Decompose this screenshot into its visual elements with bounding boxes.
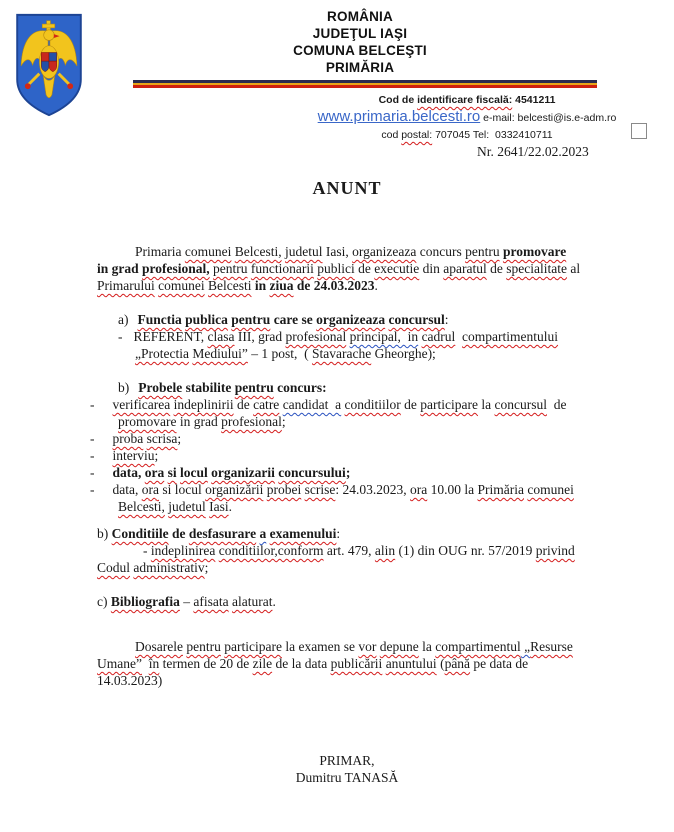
bibliography-line <box>97 593 674 610</box>
text-run: de <box>486 261 507 276</box>
text-run: organizarii <box>211 465 275 480</box>
text-run: specialitate <box>506 261 567 276</box>
text-run: termen de 20 de <box>159 656 253 671</box>
text-run: Dumitru TANASĂ <box>295 770 399 785</box>
text-run <box>142 656 149 671</box>
text-run: PRIMAR, <box>319 753 375 768</box>
text-run: Primarului <box>97 278 155 293</box>
text-run: Probele <box>138 380 183 395</box>
text-run: organizeaza <box>352 244 417 259</box>
text-run: ; <box>154 448 159 463</box>
postal-line <box>160 128 674 143</box>
text-run: stabilite <box>182 380 235 395</box>
bullet-data-detail-2 <box>118 498 674 515</box>
text-run: ; <box>204 560 209 575</box>
text-run: indeplinirea <box>150 543 216 558</box>
conditions-heading <box>97 525 674 542</box>
item-b-heading <box>118 379 674 396</box>
text-run: Belcesti, <box>118 499 165 514</box>
intro-line-1 <box>135 243 674 260</box>
text-run: 14.03.2023) <box>97 673 163 688</box>
text-run: ANUNT <box>312 178 382 198</box>
text-run: catre <box>253 397 280 412</box>
text-run: profesional <box>285 329 347 344</box>
text-run: a <box>259 526 267 541</box>
text-run: concursul <box>388 312 445 327</box>
text-run: Bibliografia <box>110 594 180 609</box>
text-run: . <box>228 499 232 514</box>
text-run: Resurse <box>530 639 573 654</box>
text-run: ziua <box>269 278 294 293</box>
document-body <box>0 143 674 786</box>
tricolor-divider <box>133 80 597 88</box>
text-run: scrise <box>304 482 336 497</box>
conditions-detail-1 <box>143 542 674 559</box>
text-run: „ <box>520 639 531 654</box>
text-run: interviu <box>112 448 155 463</box>
text-run: - <box>90 431 95 446</box>
text-run: Iasi <box>209 499 229 514</box>
text-run: verificarea <box>112 397 171 412</box>
email-text: e-mail: belcesti@is.e-adm.ro <box>480 112 617 125</box>
text-run: aparatul <box>443 261 487 276</box>
text-run: – <box>179 594 194 609</box>
text-run: data, <box>112 482 142 497</box>
text-run: identificare fiscală: <box>417 94 513 107</box>
text-run: comunei <box>527 482 574 497</box>
signature-name <box>40 769 654 786</box>
text-run: din <box>419 261 444 276</box>
text-run: ( <box>436 656 445 671</box>
text-run: pentru <box>231 312 271 327</box>
bullet-verificare-1 <box>90 396 674 413</box>
text-run: profesional, <box>142 261 210 276</box>
text-run: b) <box>118 380 130 395</box>
text-run: candidat a <box>282 397 342 412</box>
text-run: postal: <box>401 129 433 142</box>
org-line-commune: COMUNA BELCEŞTI <box>293 43 427 58</box>
text-run: c) <box>97 594 111 609</box>
closing-line-3 <box>97 672 674 689</box>
doc-number <box>477 143 674 160</box>
signature-title <box>40 752 654 769</box>
text-run: ora <box>410 482 428 497</box>
text-run: la <box>478 397 495 412</box>
text-run: conditiilor <box>344 397 401 412</box>
text-run: Conditiile <box>111 526 169 541</box>
text-run: : <box>444 312 449 327</box>
closing-line-2 <box>97 655 674 672</box>
text-run: afisata <box>193 594 229 609</box>
text-run: judetul <box>168 499 206 514</box>
text-run: - <box>90 397 95 412</box>
text-run: al <box>566 261 581 276</box>
text-run: de <box>168 526 189 541</box>
text-run: ora <box>144 465 165 480</box>
text-run: concurs <box>416 244 466 259</box>
text-run: de <box>233 397 254 412</box>
text-run: compartimentul <box>435 639 521 654</box>
text-run: 10.00 la <box>427 482 478 497</box>
text-run: depune <box>379 639 419 654</box>
text-run: în <box>148 656 160 671</box>
text-run: anuntului <box>385 656 437 671</box>
text-run: Nr. 2641/22.02.2023 <box>477 144 589 159</box>
letterhead <box>120 8 617 143</box>
text-run: de la data <box>272 656 331 671</box>
text-run: III, grad <box>234 329 286 344</box>
text-run: - <box>143 543 151 558</box>
text-run: comunei <box>158 278 205 293</box>
text-run: Iasi, <box>322 244 353 259</box>
text-run: pentru <box>186 639 221 654</box>
text-run: ora <box>141 482 159 497</box>
text-run: si locul <box>159 482 206 497</box>
text-run: promovare <box>118 414 177 429</box>
text-run: comunei <box>184 244 232 259</box>
bullet-data-bold <box>90 464 674 481</box>
text-run: art. 479, <box>323 543 375 558</box>
text-run: proba <box>112 431 144 446</box>
text-run: principal, in <box>349 329 419 344</box>
text-run: cadrul <box>421 329 456 344</box>
text-run: cod <box>381 129 402 142</box>
text-run: locul <box>180 465 208 480</box>
empty-checkbox[interactable] <box>631 123 647 139</box>
text-run: concurs: <box>273 380 327 395</box>
text-run: . <box>374 278 378 293</box>
text-run: pentru <box>465 244 500 259</box>
text-run: până <box>444 656 471 671</box>
text-run: concursului <box>278 465 346 480</box>
text-run: zile <box>252 656 273 671</box>
text-run: Codul <box>97 560 131 575</box>
text-run: 707045 Tel: 0332410711 <box>432 129 553 142</box>
text-run: Belcesti <box>208 278 252 293</box>
text-run: organizării <box>205 482 264 497</box>
text-run: in <box>254 278 270 293</box>
announcement-title <box>40 177 654 199</box>
text-run: publici <box>317 261 355 276</box>
bullet-interviu <box>90 447 674 464</box>
text-run: data, <box>112 465 145 480</box>
intro-line-3 <box>97 277 674 294</box>
intro-line-2 <box>97 260 674 277</box>
bullet-data-detail-1 <box>90 481 674 498</box>
text-run: alaturat <box>232 594 273 609</box>
text-run: pentru <box>213 261 248 276</box>
text-run: functionarii <box>250 261 314 276</box>
text-run: Functia <box>137 312 182 327</box>
text-run: publicării <box>330 656 383 671</box>
text-run: 4541211 <box>512 94 556 107</box>
text-run: si <box>167 465 177 480</box>
text-run: profesional <box>221 414 282 429</box>
text-run: a) <box>118 312 129 327</box>
website-link[interactable]: www.primaria.belcesti.ro <box>317 108 481 126</box>
flag-stripe-red <box>133 85 597 88</box>
text-run: privind <box>535 543 575 558</box>
contact-block <box>120 93 617 143</box>
fiscal-code-line <box>160 93 674 108</box>
text-run: de 24.03.2023 <box>293 278 375 293</box>
item-a-heading <box>118 311 674 328</box>
text-run: probei <box>266 482 302 497</box>
text-run: desfasurare <box>188 526 257 541</box>
text-run: publica <box>185 312 228 327</box>
text-run: promovare <box>502 244 567 259</box>
text-run: Dosarele <box>135 639 183 654</box>
org-line-institution: PRIMĂRIA <box>325 60 395 75</box>
website-line <box>160 109 674 127</box>
text-run: scrisa <box>146 431 178 446</box>
text-run: (1) din OUG nr. 57/2019 <box>395 543 536 558</box>
text-run: pe data de <box>470 656 529 671</box>
coat-of-arms-logo <box>14 12 84 118</box>
text-run: examenului <box>269 526 337 541</box>
text-run: compartimentului <box>462 329 559 344</box>
text-run: concursul <box>494 397 547 412</box>
text-run: administrativ <box>133 560 205 575</box>
org-line-county: JUDEŢUL IAŞI <box>312 26 408 41</box>
text-run: Cod de <box>378 94 418 107</box>
text-run: - <box>118 329 123 344</box>
org-line-country: ROMÂNIA <box>327 9 393 24</box>
text-run: in grad <box>97 261 143 276</box>
text-run: - <box>90 465 95 480</box>
bullet-verificare-2 <box>118 413 674 430</box>
text-run: organizeaza <box>316 312 386 327</box>
text-run: conditiilor,conform <box>218 543 324 558</box>
closing-line-1 <box>135 638 674 655</box>
text-run: pentru <box>234 380 274 395</box>
text-run: de <box>547 397 567 412</box>
text-run: judetul <box>285 244 323 259</box>
text-run: executie <box>374 261 420 276</box>
text-run: alin <box>374 543 396 558</box>
text-run: - <box>90 482 95 497</box>
text-run: : 24.03.2023, <box>335 482 410 497</box>
referent-line-1 <box>118 328 674 345</box>
referent-line-2 <box>135 345 674 362</box>
text-run: Stavarache <box>311 346 372 361</box>
text-run: care se <box>270 312 317 327</box>
text-run: „Protectia <box>135 346 189 361</box>
text-run: - <box>90 448 95 463</box>
text-run: ; <box>345 465 351 480</box>
text-run: : <box>336 526 341 541</box>
conditions-detail-2 <box>97 559 674 576</box>
text-run: . <box>272 594 276 609</box>
text-run: participare <box>224 639 282 654</box>
text-run: in grad <box>176 414 222 429</box>
text-run: participare <box>420 397 479 412</box>
text-run: Gheorghe); <box>371 346 436 361</box>
text-run: b) <box>97 526 112 541</box>
text-run: Primăria <box>477 482 524 497</box>
text-run: indeplinirii <box>173 397 234 412</box>
text-run: la examen se <box>281 639 359 654</box>
text-run: Mediului” <box>192 346 248 361</box>
text-run: ; <box>281 414 286 429</box>
text-run: clasa <box>207 329 235 344</box>
text-run: Umane” <box>97 656 142 671</box>
text-run: – 1 post, ( <box>247 346 312 361</box>
text-run: vor <box>358 639 377 654</box>
text-run: Belcesti, <box>234 244 282 259</box>
text-run: Primaria <box>135 244 185 259</box>
text-run: ; <box>177 431 182 446</box>
text-run: la <box>418 639 436 654</box>
text-run: de <box>400 397 421 412</box>
bullet-proba-scrisa <box>90 430 674 447</box>
text-run: de <box>354 261 375 276</box>
text-run: REFERENT, <box>133 329 208 344</box>
